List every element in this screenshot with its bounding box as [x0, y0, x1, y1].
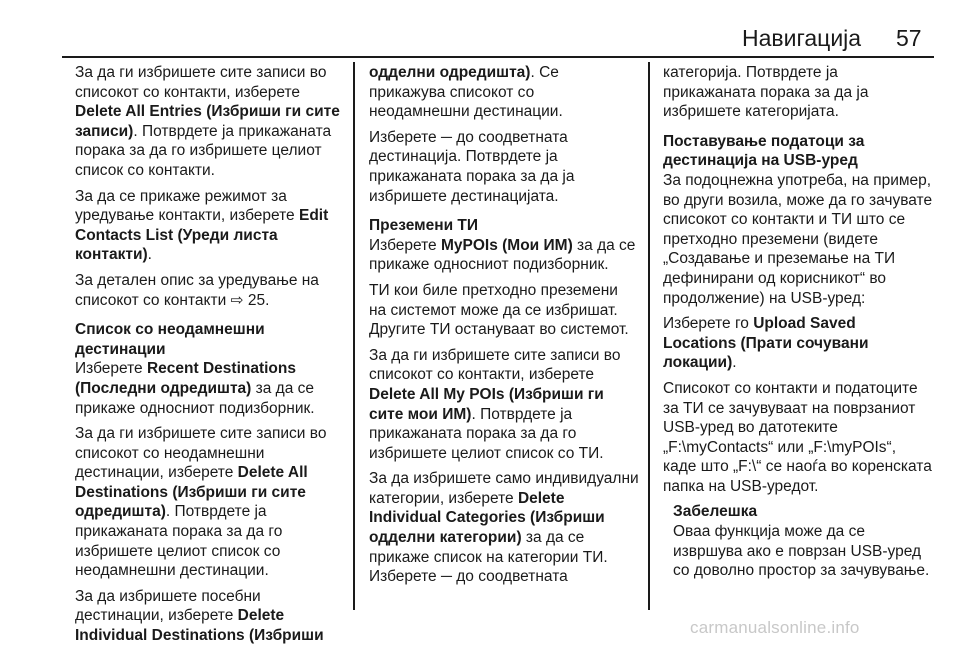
menu-option: Delete All Destinations (Избриши ги сите одредишта)	[75, 464, 308, 521]
page-reference: 25.	[243, 291, 270, 309]
section-heading: Поставување податоци за дестинација на USB-уред	[663, 132, 865, 170]
menu-option: одделни одредишта)	[369, 64, 531, 81]
paragraph: Списокот со контакти и податоците за ТИ се зачувуваат на поврзаниот USB-уред во датотеките „F:\myContacts“ или „F:\myPOIs“, каде што „F:\“ се наоѓа во коренската папка на USB-уредот.	[663, 379, 932, 495]
note-title: Забелешка	[673, 503, 758, 521]
paragraph: За да избришете посебни дестинации, изберете Delete Individual Destinations (Избриши	[75, 587, 324, 645]
menu-option: Upload Saved Locations (Прати сочувани локации)	[663, 315, 869, 372]
paragraph: Изберете ─ до соодветната дестинација. Потврдете ја прикажаната порака за да ја избришете дестинацијата.	[369, 128, 575, 205]
menu-option: Edit Contacts List (Уреди листа контакти)	[75, 207, 329, 264]
paragraph: За да се прикаже режимот за уредување контакти, изберете Edit Contacts List (Уреди листа контакти).	[75, 187, 329, 264]
menu-option: Delete All My POIs (Избриши ги сите мои ИМ)	[369, 385, 604, 423]
paragraph: За да избришете само индивидуални категории, изберете Delete Individual Categories (Избриши одделни категории) за да се прикаже список на категории ТИ. Изберете ─ до соодветната	[369, 470, 639, 586]
section-heading: Список со неодамнешни дестинации	[75, 321, 265, 358]
page-number: 57	[896, 25, 922, 51]
note-box	[673, 502, 933, 580]
paragraph: Изберете го Upload Saved Locations (Прати сочувани локации).	[663, 315, 869, 372]
column-divider-2	[648, 62, 650, 610]
paragraph: За да ги избришете сите записи во списокот со неодамнешни дестинации, изберете Delete All Destinations (Избриши ги сите одредишта). Потврдете ја прикажаната порака за да го избришете целиот список со неодамнешни дестинации.	[75, 425, 327, 580]
paragraph: За да ги избришете сите записи во списокот со контакти, изберете Delete All Entries (Избриши ги сите записи). Потврдете ја прикажаната порака за да го избришете целиот список со контакти.	[75, 64, 340, 179]
column-divider-1	[353, 62, 355, 610]
paragraph: За подоцнежна употреба, на пример, во други возила, може да го зачувате списокот со контакти и ТИ што се претходно преземени (видете „Создавање и преземање на ТИ дефинирани од корисникот“ во продолжение) на USB-уред:	[663, 171, 933, 307]
paragraph: ТИ кои биле претходно преземени на системот може да се избришат. Другите ТИ остануваат во системот.	[369, 281, 629, 339]
page-reference-arrow-icon: ⇨	[230, 291, 244, 309]
paragraph: За детален опис за уредување на списокот со контакти ⇨ 25.	[75, 271, 319, 309]
paragraph: одделни одредишта). Се прикажува списокот со неодамнешни дестинации.	[369, 64, 563, 121]
section-heading: Преземени ТИ	[369, 217, 479, 235]
paragraph: Изберете MyPOIs (Мои ИМ) за да се прикаже односниот подизборник.	[369, 236, 636, 274]
paragraph: За да ги избришете сите записи во списокот со контакти, изберете Delete All My POIs (Избриши ги сите мои ИМ). Потврдете ја прикажаната порака за да го избришете целиот список со ТИ.	[369, 346, 621, 462]
column-2	[369, 63, 639, 593]
column-3	[663, 63, 933, 587]
menu-option: Delete Individual Destinations (Избриши	[75, 607, 324, 645]
menu-option: Delete Individual Categories (Избриши одделни категории)	[369, 489, 605, 547]
page-header	[0, 0, 960, 58]
menu-option: Recent Destinations (Последни одредишта)	[75, 360, 296, 397]
page-title: Навигација	[742, 25, 862, 51]
paragraph: Изберете Recent Destinations (Последни одредишта) за да се прикаже односниот подизборник.	[75, 360, 315, 417]
menu-option: Delete All Entries (Избриши ги сите записи)	[75, 103, 340, 140]
column-1	[75, 63, 345, 652]
watermark: carmanualsonline.info	[690, 618, 860, 637]
note-text: Оваа функција може да се извршува ако е поврзан USB-уред со доволно простор за зачувување.	[673, 523, 930, 580]
menu-option: MyPOIs (Мои ИМ)	[440, 236, 573, 254]
paragraph: категорија. Потврдете ја прикажаната порака за да ја избришете категоријата.	[663, 64, 869, 121]
header-rule	[62, 56, 934, 58]
